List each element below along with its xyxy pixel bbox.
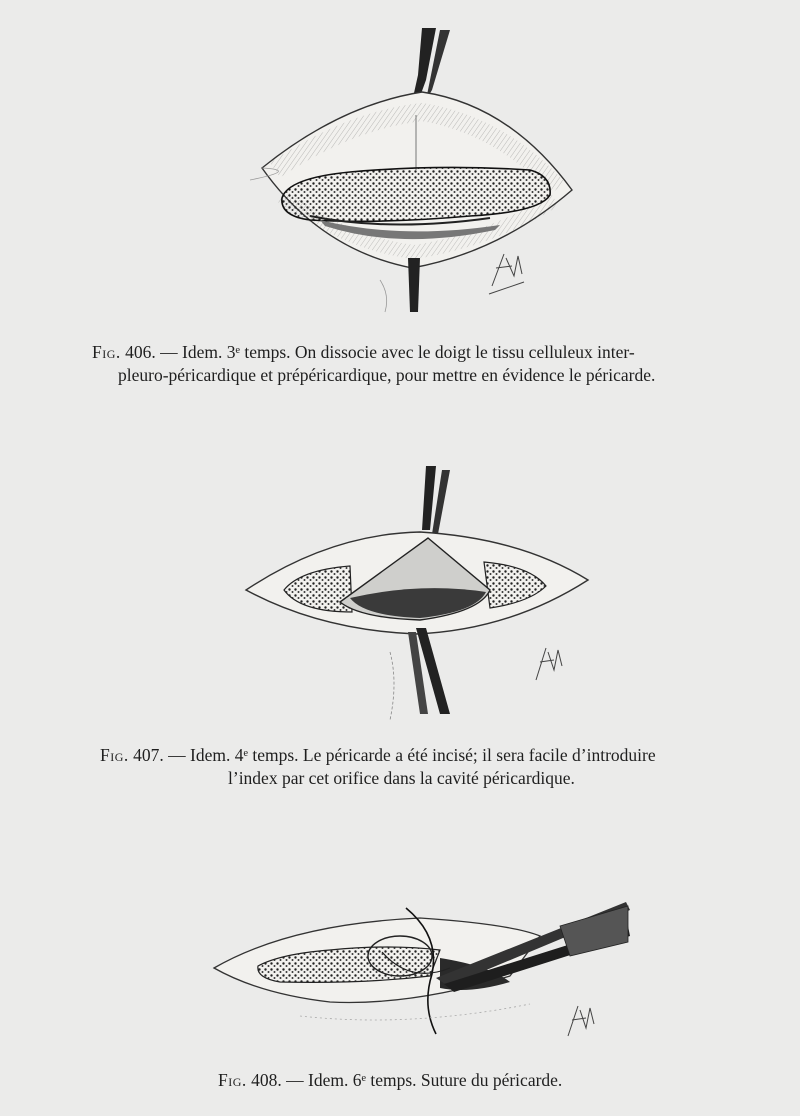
figure-408-number: 408.	[251, 1070, 282, 1090]
figure-408-dash: —	[286, 1070, 304, 1090]
figure-406-dash: —	[160, 342, 178, 362]
caption-406-line-2	[92, 364, 754, 387]
figure-406-caption	[92, 341, 754, 387]
figure-406-illustration	[240, 20, 600, 320]
figure-407-text-1: Idem. 4ᵉ temps. Le péricarde a été incisé; il sera facile d’introduire	[190, 745, 656, 765]
figure-406-text-1: Idem. 3ᵉ temps. On dissocie avec le doigt le tissu celluleux inter-	[182, 342, 635, 362]
figure-408-label: Fig.	[218, 1070, 247, 1090]
figure-406-text-2: pleuro-péricardique et prépéricardique, pour mettre en évidence le péricarde.	[118, 365, 656, 385]
figure-408-caption	[218, 1069, 648, 1092]
artist-signature-408	[562, 988, 602, 1040]
figure-407-number: 407.	[133, 745, 164, 765]
figure-408-text-1: Idem. 6ᵉ temps. Suture du péricarde.	[308, 1070, 563, 1090]
caption-407-line-2	[100, 767, 764, 790]
figure-407-illustration	[240, 462, 600, 724]
figure-407-caption	[100, 744, 764, 790]
artist-signature-407	[530, 624, 570, 684]
artist-signature-406	[484, 236, 534, 296]
figure-406-label: Fig.	[92, 342, 121, 362]
caption-408-line-1	[218, 1069, 648, 1092]
caption-406-line-1	[92, 341, 754, 364]
figure-407-dash: —	[168, 745, 186, 765]
figure-407-text-2: l’index par cet orifice dans la cavité péricardique.	[228, 768, 575, 788]
figure-407-label: Fig.	[100, 745, 129, 765]
caption-407-line-1	[100, 744, 764, 767]
figure-406-number: 406.	[125, 342, 156, 362]
